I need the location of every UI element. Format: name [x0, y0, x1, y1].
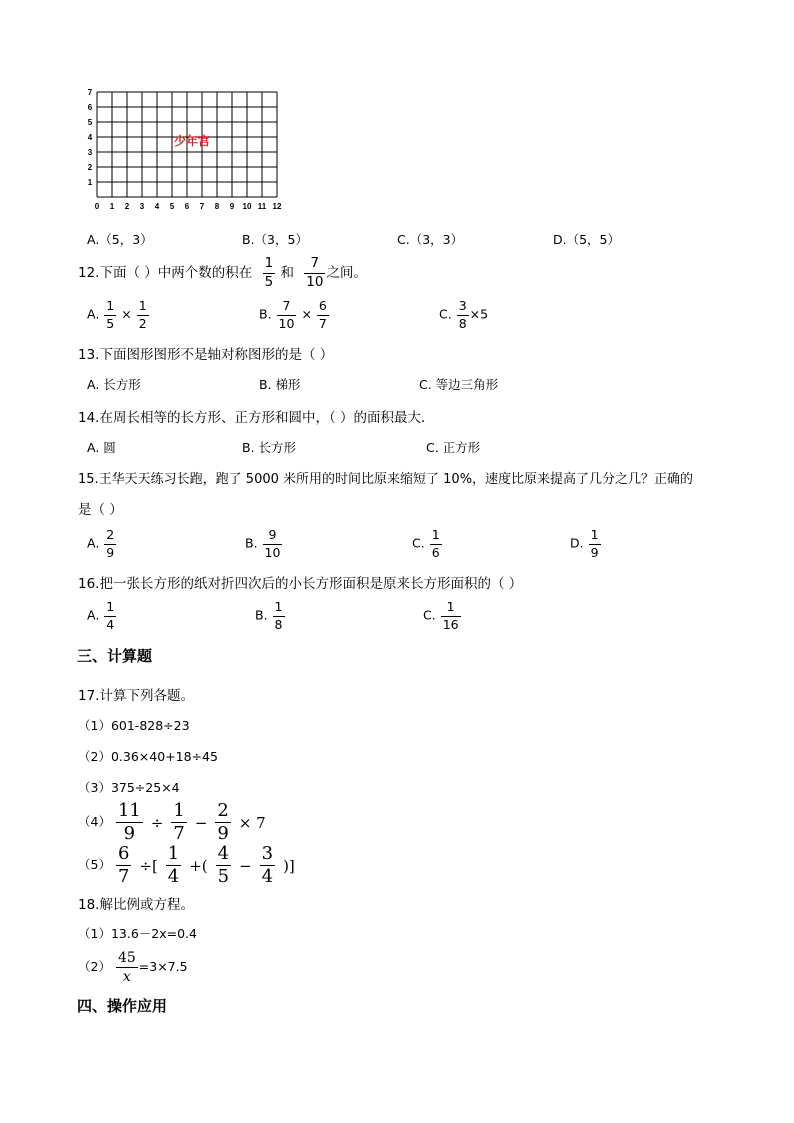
- fraction: $\frac{9}{10}$: [264, 527, 281, 560]
- section-title-4: 四、操作应用: [77, 997, 168, 1015]
- y-tick-label: 1: [87, 178, 93, 187]
- fraction: $\frac{3}{8}$: [458, 298, 467, 331]
- y-tick-label: 4: [87, 133, 93, 142]
- q15-question-line1: 15.王华天天练习长跑，跑了 5000 米所用的时间比原来缩短了 10%，速度比原来提高了几分之几？正确的: [78, 472, 694, 487]
- q13-option-b[interactable]: B. 梯形: [259, 377, 301, 392]
- x-tick-label: 0: [94, 202, 100, 211]
- q12-option-c[interactable]: C. $\frac{3}{8}$ ×5: [439, 298, 489, 331]
- fraction: $\frac{1}{9}$: [590, 527, 599, 560]
- q13-option-c[interactable]: C. 等边三角形: [419, 377, 499, 392]
- q16-option-c[interactable]: C. $\frac{1}{16}$: [423, 599, 459, 632]
- q15-option-d[interactable]: D. $\frac{1}{9}$: [570, 527, 599, 560]
- q12-and: 和: [280, 265, 294, 281]
- q17-part-5: （5） $\frac{6}{7}$ ÷[ $\frac{1}{4}$ +( $\frac{4}{5}$ − $\frac{3}{4}$ )]: [78, 843, 295, 887]
- q11-option-a[interactable]: A.（5，3）: [87, 232, 153, 247]
- place-label: 少年宫: [174, 134, 211, 148]
- fraction: $\frac{11}{9}$: [117, 800, 141, 844]
- x-tick-label: 6: [184, 202, 190, 211]
- q14-question: 14.在周长相等的长方形、正方形和圆中，（ ）的面积最大．: [78, 410, 435, 426]
- x-tick-label: 8: [214, 202, 220, 211]
- q12-option-b[interactable]: B. $\frac{7}{10}$ × $\frac{6}{7}$: [259, 298, 327, 331]
- q15-question-line2: 是（ ）: [78, 502, 123, 518]
- q13-option-a[interactable]: A. 长方形: [87, 377, 141, 392]
- section-title-3: 三、计算题: [77, 647, 153, 665]
- q14-option-a[interactable]: A. 圆: [87, 440, 116, 455]
- fraction: $\frac{1}{4}$: [106, 599, 115, 632]
- fraction: $\frac{6}{7}$: [318, 298, 327, 331]
- fraction: $\frac{1}{5}$: [106, 298, 115, 331]
- fraction: $\frac{1}{16}$: [442, 599, 459, 632]
- q18-title: 18.解比例或方程。: [78, 897, 194, 913]
- fraction: $\frac{7}{10}$: [278, 298, 295, 331]
- fraction: $\frac{1}{5}$: [264, 255, 274, 290]
- x-tick-label: 7: [199, 202, 205, 211]
- q17-title: 17.计算下列各题。: [78, 688, 194, 704]
- q17-part-2: （2）0.36×40+18÷45: [78, 749, 218, 764]
- x-tick-label: 12: [272, 202, 282, 211]
- q12-question: [78, 257, 367, 289]
- fraction: $\frac{6}{7}$: [117, 843, 130, 887]
- q13-question: 13.下面图形图形不是轴对称图形的是（ ）: [78, 347, 334, 363]
- q16-option-a[interactable]: A. $\frac{1}{4}$: [87, 599, 115, 632]
- q14-option-b[interactable]: B. 长方形: [242, 440, 297, 455]
- y-tick-label: 6: [87, 103, 93, 112]
- q17-part-4: （4） $\frac{11}{9}$ ÷ $\frac{1}{7}$ − $\frac{2}{9}$ × 7: [78, 800, 266, 844]
- q12-text: 12.下面（ ）中两个数的积在: [78, 265, 253, 281]
- y-axis-ticks: [88, 88, 93, 187]
- x-tick-label: 9: [229, 202, 235, 211]
- fraction: $\frac{1}{8}$: [274, 599, 283, 632]
- fraction: $\frac{1}{4}$: [167, 843, 180, 887]
- y-tick-label: 7: [87, 88, 93, 97]
- q16-option-b[interactable]: B. $\frac{1}{8}$: [255, 599, 283, 632]
- fraction: $\frac{45}{x}$: [117, 950, 136, 985]
- q15-option-c[interactable]: C. $\frac{1}{6}$: [412, 527, 440, 560]
- q14-option-c[interactable]: C. 正方形: [426, 440, 481, 455]
- q11-option-d[interactable]: D.（5，5）: [553, 232, 621, 247]
- fraction: $\frac{7}{10}$: [306, 255, 324, 290]
- x-tick-label: 3: [139, 202, 145, 211]
- fraction: $\frac{4}{5}$: [217, 843, 230, 887]
- q15-option-a[interactable]: A. $\frac{2}{9}$: [87, 527, 115, 560]
- x-tick-label: 2: [124, 202, 130, 211]
- fraction: $\frac{2}{9}$: [106, 527, 115, 560]
- q18-part-2: （2） $\frac{45}{x}$ =3×7.5: [78, 950, 188, 985]
- fraction: $\frac{3}{4}$: [261, 843, 274, 887]
- y-tick-label: 2: [87, 163, 93, 172]
- q17-part-3: （3）375÷25×4: [78, 780, 180, 795]
- q15-option-b[interactable]: B. $\frac{9}{10}$: [245, 527, 281, 560]
- y-tick-label: 3: [87, 148, 93, 157]
- q18-part-1: （1）13.6－2x=0.4: [78, 926, 197, 941]
- fraction: $\frac{2}{9}$: [217, 800, 229, 844]
- y-tick-label: 5: [87, 118, 93, 127]
- q12-suffix: 之间。: [326, 265, 367, 281]
- fraction: $\frac{1}{6}$: [431, 527, 440, 560]
- x-tick-label: 10: [242, 202, 252, 211]
- x-tick-label: 5: [169, 202, 175, 211]
- x-tick-label: 11: [257, 202, 267, 211]
- q11-option-b[interactable]: B.（3，5）: [242, 232, 308, 247]
- q12-option-a[interactable]: A. $\frac{1}{5}$ × $\frac{1}{2}$: [87, 298, 147, 331]
- x-tick-label: 1: [109, 202, 115, 211]
- q16-question: 16.把一张长方形的纸对折四次后的小长方形面积是原来长方形面积的（ ）: [78, 576, 523, 592]
- x-axis-ticks: [95, 202, 282, 211]
- q17-part-1: （1）601-828÷23: [78, 718, 190, 733]
- q11-option-c[interactable]: C.（3，3）: [397, 232, 464, 247]
- fraction: $\frac{1}{2}$: [138, 298, 147, 331]
- coordinate-grid: [78, 84, 293, 214]
- x-tick-label: 4: [154, 202, 160, 211]
- fraction: $\frac{1}{7}$: [173, 800, 185, 844]
